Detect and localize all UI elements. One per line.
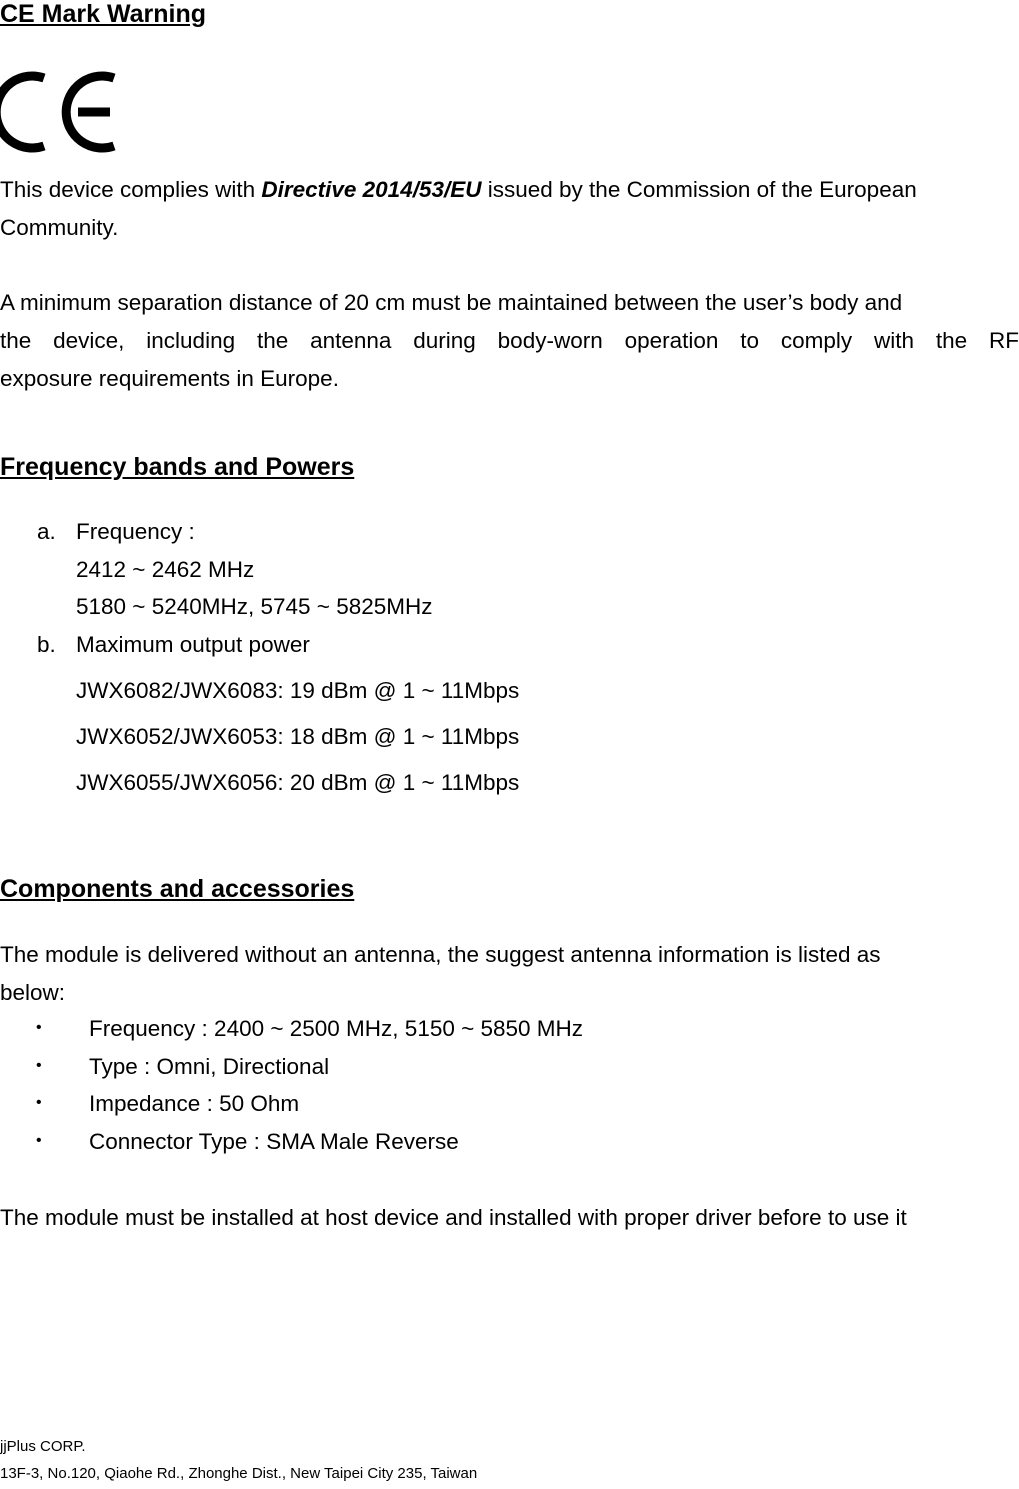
power-label: Maximum output power [76,632,310,657]
power-line-1: JWX6082/JWX6083: 19 dBm @ 1 ~ 11Mbps [76,678,520,703]
power-line-2: JWX6052/JWX6053: 18 dBm @ 1 ~ 11Mbps [76,724,520,749]
separation-line-1: A minimum separation distance of 20 cm must be maintained between the user’s body and [0,290,903,315]
footer-address: 13F-3, No.120, Qiaohe Rd., Zhonghe Dist., New Taipei City 235, Taiwan [0,1465,478,1482]
frequency-label: Frequency : [76,519,195,544]
bullet-type: Type : Omni, Directional [89,1054,330,1079]
frequency-heading: Frequency bands and Powers [0,453,355,481]
list-marker-a: a. [37,519,56,544]
ce-heading: CE Mark Warning [0,0,207,28]
install-note: The module must be installed at host device and installed with proper driver before to use it [0,1205,907,1230]
separation-line-2: the device, including the antenna during body-worn operation to comply with the RF [0,328,1019,353]
ce-logo [0,64,120,159]
compliance-suffix: issued by the Commission of the European [481,177,917,202]
components-intro-line-2: below: [0,980,66,1005]
power-line-3: JWX6055/JWX6056: 20 dBm @ 1 ~ 11Mbps [76,770,520,795]
separation-line-3: exposure requirements in Europe. [0,366,339,391]
components-intro-line-1: The module is delivered without an antenna, the suggest antenna information is listed as [0,942,881,967]
components-heading: Components and accessories [0,875,355,903]
bullet-impedance: Impedance : 50 Ohm [89,1091,300,1116]
compliance-continuation: Community. [0,215,119,240]
bullet-connector: Connector Type : SMA Male Reverse [89,1129,459,1154]
frequency-range-1: 2412 ~ 2462 MHz [76,557,255,582]
bullet-frequency: Frequency : 2400 ~ 2500 MHz, 5150 ~ 5850 MHz [89,1016,584,1041]
compliance-prefix: This device complies with [0,177,262,202]
bullet-icon: • [36,1132,42,1149]
directive-reference: Directive 2014/53/EU [261,177,482,202]
bullet-icon: • [36,1057,42,1074]
bullet-icon: • [36,1019,42,1036]
list-marker-b: b. [37,632,56,657]
footer-company: jjPlus CORP. [0,1438,86,1455]
frequency-range-2: 5180 ~ 5240MHz, 5745 ~ 5825MHz [76,594,433,619]
compliance-paragraph [0,171,917,208]
bullet-icon: • [36,1094,42,1111]
